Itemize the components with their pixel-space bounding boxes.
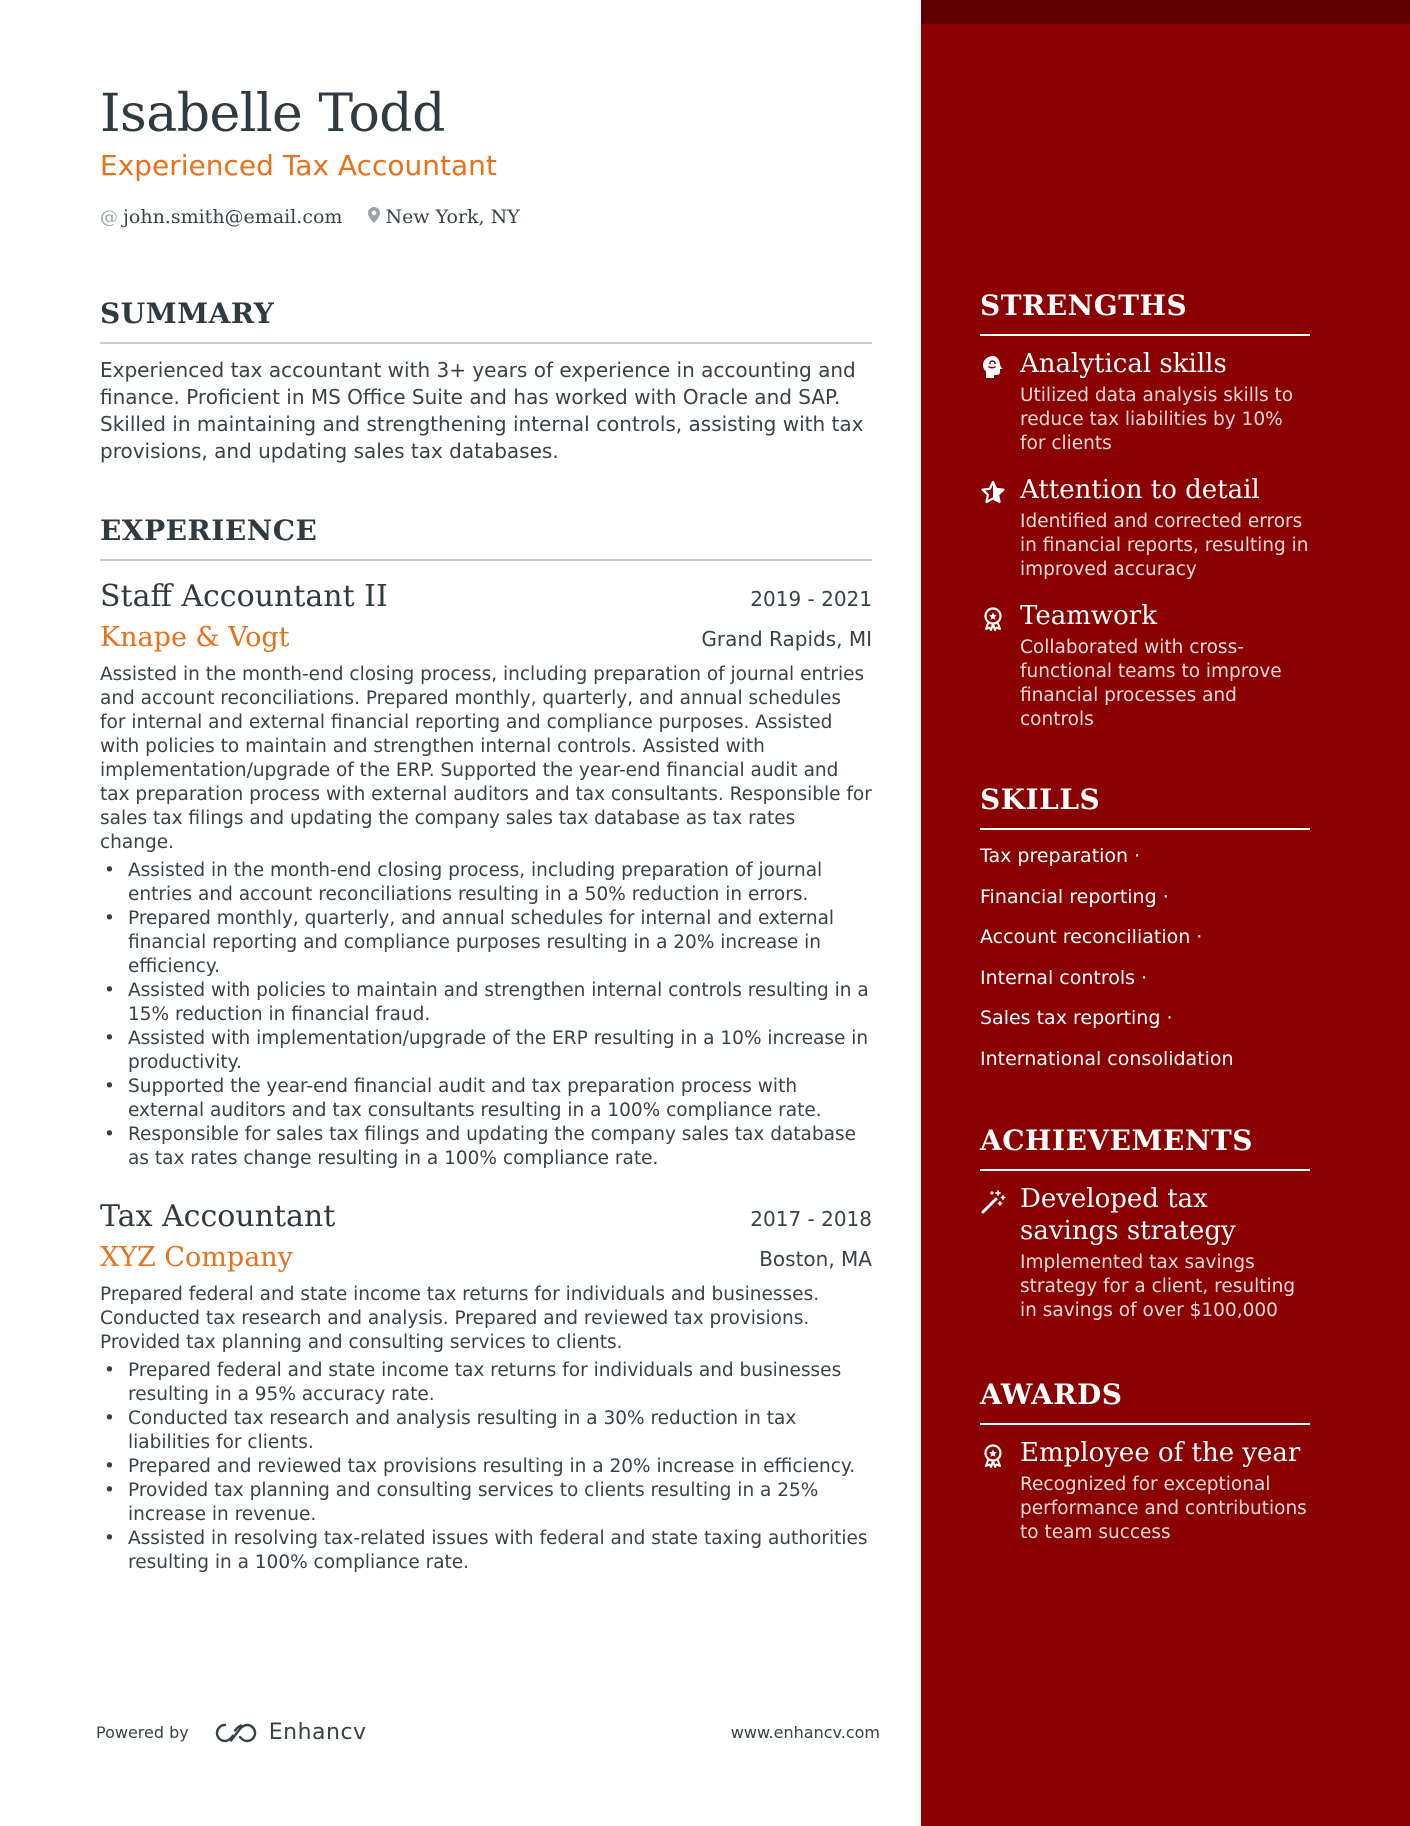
candidate-title: Experienced Tax Accountant	[100, 149, 497, 182]
strength-item	[980, 348, 1310, 456]
strength-title: Attention to detail	[1020, 475, 1260, 505]
job-bullet: • Prepared federal and state income tax returns for individuals and businesses resulting in a 95% accuracy rate.	[100, 1359, 872, 1407]
main-column	[100, 80, 872, 1575]
achievement-title: Developed tax savings strategy	[1020, 1183, 1236, 1246]
achievement-item	[980, 1183, 1310, 1323]
job-role: Tax Accountant	[100, 1199, 336, 1234]
enhancv-logo[interactable]	[213, 1720, 367, 1745]
skill-item: Sales tax reporting ·	[980, 1007, 1173, 1029]
strength-item	[980, 600, 1310, 732]
job-bullet: • Provided tax planning and consulting services to clients resulting in a 25% increase in revenue.	[100, 1479, 872, 1527]
skill-item: International consolidation	[980, 1047, 1234, 1070]
magic-wand-icon	[980, 1183, 1020, 1323]
job-entry	[100, 1197, 872, 1575]
brand-name: Enhancv	[268, 1720, 367, 1745]
brain-icon	[980, 348, 1020, 456]
job-role: Staff Accountant II	[100, 579, 388, 614]
strength-title: Analytical skills	[1020, 349, 1227, 379]
skill-item: Internal controls ·	[980, 966, 1148, 989]
award-text: Recognized for exceptional performance and contributions to team success	[1020, 1473, 1307, 1543]
summary-heading: SUMMARY	[100, 296, 872, 344]
award-title: Employee of the year	[1020, 1437, 1301, 1468]
skills-section	[980, 782, 1310, 1071]
job-bullets	[100, 859, 872, 1171]
job-bullet: • Assisted with implementation/upgrade of the ERP resulting in a 10% increase in productivity.	[100, 1027, 872, 1075]
contact-email[interactable]	[100, 206, 342, 228]
summary-text: Experienced tax accountant with 3+ years of experience in accounting and finance. Proficient in MS Office Suite and has worked with Oracle and SAP. Skilled in maintaining and strengthening internal controls, assisting with tax provisions, and updating sales tax databases.	[100, 358, 864, 463]
job-bullet: • Assisted in resolving tax-related issues with federal and state taxing authorities resulting in a 100% compliance rate.	[100, 1527, 872, 1575]
sidebar-column	[980, 288, 1310, 1545]
candidate-name: Isabelle Todd	[100, 84, 445, 144]
job-location: Grand Rapids, MI	[701, 627, 872, 651]
job-dates: 2017 - 2018	[750, 1207, 872, 1231]
contact-bar	[100, 206, 872, 228]
job-bullet: • Responsible for sales tax filings and updating the company sales tax database as tax rates change resulting in a 100% compliance rate.	[100, 1123, 872, 1171]
award-icon	[980, 600, 1020, 732]
strengths-section	[980, 288, 1310, 732]
skills-heading: SKILLS	[980, 782, 1310, 830]
job-bullet: • Assisted with policies to maintain and strengthen internal controls resulting in a 15% reduction in financial fraud.	[100, 979, 872, 1027]
job-entry	[100, 577, 872, 1171]
job-bullet: • Assisted in the month-end closing process, including preparation of journal entries and account reconciliations resulting in a 50% reduction in errors.	[100, 859, 872, 907]
skill-item: Tax preparation ·	[980, 845, 1141, 867]
award-item	[980, 1437, 1310, 1545]
skills-list	[980, 844, 1310, 1071]
awards-section	[980, 1377, 1310, 1545]
experience-section	[100, 513, 872, 1575]
contact-location	[368, 206, 519, 228]
email-text: john.smith@email.com	[123, 206, 343, 228]
job-description: Prepared federal and state income tax returns for individuals and businesses. Conducted tax research and analysis. Prepared and reviewed tax provisions. Provided tax planning and consulting services to clients.	[100, 1284, 820, 1353]
job-description: Assisted in the month-end closing process, including preparation of journal entries and account reconciliations. Prepared monthly, quarterly, and annual schedules for internal and external financial reporting and compliance purposes. Assisted with policies to maintain and strengthen internal controls. Assisted with implementation/upgrade of the ERP. Supported the year-end financial audit and tax preparation process with external auditors and tax consultants. Responsible for sales tax filings and updating the company sales tax database as tax rates change.	[100, 664, 872, 853]
award-icon	[980, 1437, 1020, 1545]
experience-heading: EXPERIENCE	[100, 513, 872, 561]
job-bullets	[100, 1359, 872, 1575]
skill-item: Account reconciliation ·	[980, 926, 1203, 948]
at-icon: @	[100, 206, 118, 228]
job-bullet: • Prepared monthly, quarterly, and annual schedules for internal and external financial reporting and compliance purposes resulting in a 20% increase in efficiency.	[100, 907, 872, 979]
job-company: XYZ Company	[100, 1242, 293, 1273]
job-location: Boston, MA	[759, 1247, 872, 1271]
strengths-heading: STRENGTHS	[980, 288, 1310, 336]
achievement-text: Implemented tax savings strategy for a client, resulting in savings of over $100,000	[1020, 1251, 1296, 1321]
job-dates: 2019 - 2021	[750, 587, 872, 611]
sidebar-top-band	[921, 0, 1410, 24]
job-bullet: • Supported the year-end financial audit and tax preparation process with external auditors and tax consultants resulting in a 100% compliance rate.	[100, 1075, 872, 1123]
strength-title: Teamwork	[1020, 601, 1157, 631]
skill-item: Financial reporting ·	[980, 885, 1169, 908]
summary-section	[100, 296, 872, 465]
job-bullet: • Conducted tax research and analysis resulting in a 30% reduction in tax liabilities for clients.	[100, 1407, 872, 1455]
achievements-heading: ACHIEVEMENTS	[980, 1123, 1310, 1171]
location-text: New York, NY	[385, 206, 520, 228]
achievements-section	[980, 1123, 1310, 1323]
awards-heading: AWARDS	[980, 1377, 1310, 1425]
job-company: Knape & Vogt	[100, 622, 290, 653]
strength-text: Collaborated with cross-functional teams to improve financial processes and controls	[1020, 637, 1282, 730]
star-icon	[980, 474, 1020, 582]
location-pin-icon	[368, 207, 380, 228]
strength-text: Utilized data analysis skills to reduce tax liabilities by 10% for clients	[1020, 385, 1294, 454]
strength-item	[980, 474, 1310, 582]
footer	[96, 1720, 880, 1745]
job-bullet: • Prepared and reviewed tax provisions resulting in a 20% increase in efficiency.	[100, 1455, 872, 1479]
powered-by-label: Powered by	[96, 1723, 189, 1742]
strength-text: Identified and corrected errors in financial reports, resulting in improved accuracy	[1020, 511, 1309, 580]
website-link[interactable]: www.enhancv.com	[730, 1723, 880, 1742]
infinity-logo-icon	[213, 1721, 259, 1745]
